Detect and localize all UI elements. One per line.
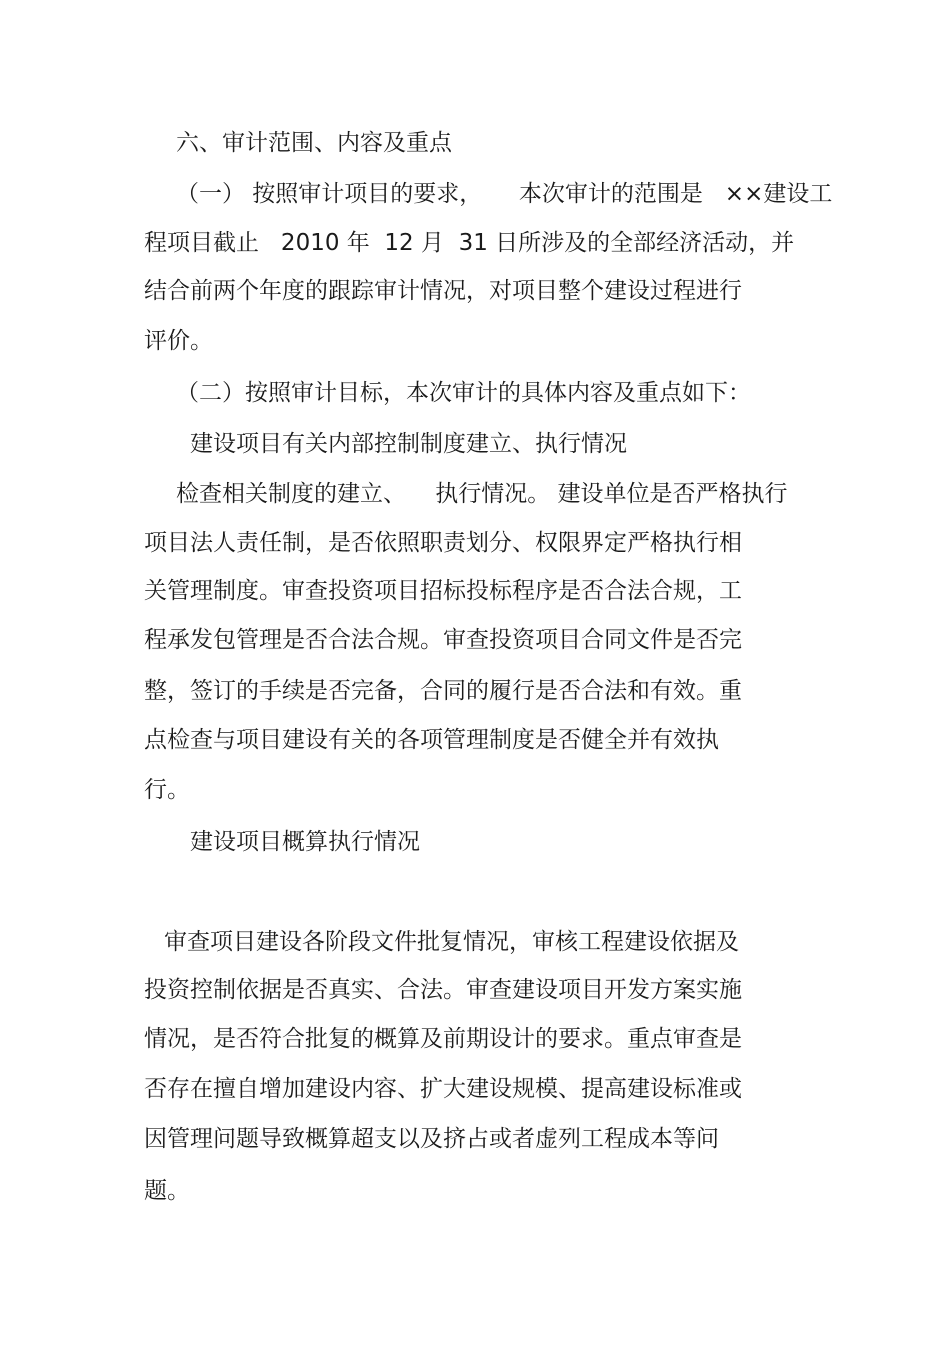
paragraph-line: 情况，是否符合批复的概算及前期设计的要求。重点审查是 — [144, 1026, 742, 1052]
subheading: 建设项目概算执行情况 — [190, 829, 420, 855]
paragraph-line: 投资控制依据是否真实、合法。审查建设项目开发方案实施 — [144, 977, 742, 1003]
paragraph-line: 题。 — [144, 1178, 190, 1204]
paragraph-line: 否存在擅自增加建设内容、扩大建设规模、提高建设标准或 — [144, 1076, 742, 1102]
paragraph-line: 评价。 — [144, 328, 213, 354]
paragraph-line: 关管理制度。审查投资项目招标投标程序是否合法合规，工 — [144, 578, 742, 604]
paragraph-line: 整，签订的手续是否完备，合同的履行是否合法和有效。重 — [144, 678, 742, 704]
paragraph-line: （一） 按照审计项目的要求， 本次审计的范围是 ××建设工 — [176, 181, 833, 207]
subheading: 建设项目有关内部控制制度建立、执行情况 — [190, 431, 627, 457]
paragraph-line: 检查相关制度的建立、 执行情况。 建设单位是否严格执行 — [176, 481, 788, 507]
paragraph-line: 结合前两个年度的跟踪审计情况，对项目整个建设过程进行 — [144, 278, 742, 304]
paragraph-line: 程承发包管理是否合法合规。审查投资项目合同文件是否完 — [144, 627, 742, 653]
paragraph-line: 点检查与项目建设有关的各项管理制度是否健全并有效执 — [144, 727, 719, 753]
section-heading: 六、审计范围、内容及重点 — [176, 130, 452, 156]
paragraph-line: 因管理问题导致概算超支以及挤占或者虚列工程成本等问 — [144, 1126, 719, 1152]
paragraph-line: 审查项目建设各阶段文件批复情况，审核工程建设依据及 — [164, 929, 739, 955]
paragraph-line: （二）按照审计目标，本次审计的具体内容及重点如下： — [176, 380, 751, 406]
paragraph-line: 行。 — [144, 777, 190, 803]
paragraph-line: 项目法人责任制，是否依照职责划分、权限界定严格执行相 — [144, 530, 742, 556]
paragraph-line: 程项目截止 2010 年 12 月 31 日所涉及的全部经济活动，并 — [144, 230, 795, 256]
